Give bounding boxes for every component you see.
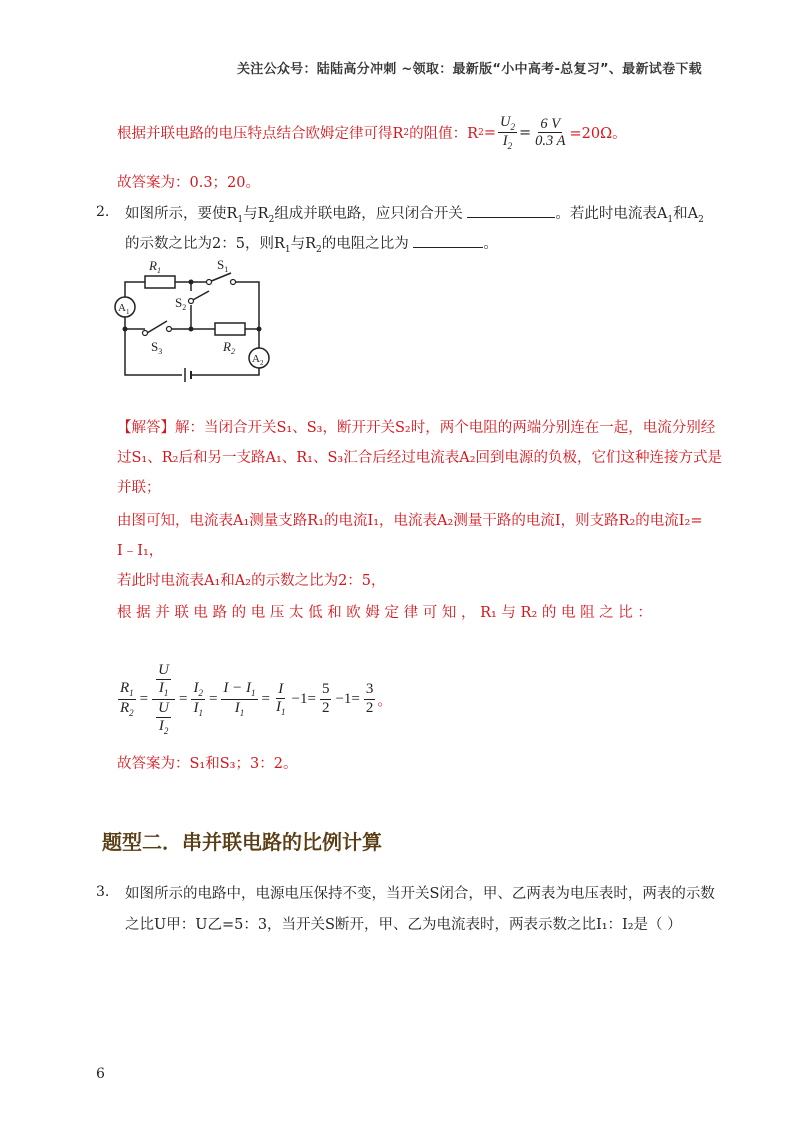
frac-5-2: $\frac{5}{2}$ — [321, 681, 330, 716]
fraction-6v-03a — [533, 116, 567, 150]
subscript: 2 — [268, 214, 275, 225]
text-fragment: 如图所示，要使R — [125, 206, 238, 222]
frac-denominator: 0.3 A — [535, 133, 566, 150]
subscript: 1 — [237, 214, 244, 225]
text-fragment: 的阻值：R — [409, 126, 479, 143]
subscript: 2 — [316, 244, 322, 255]
frac-r1-r2: $\frac{R_1}{R_2}$ — [120, 680, 134, 718]
text-fragment: 组成并联电路，应只闭合开关 — [274, 206, 463, 222]
switch-s1-blade — [209, 273, 231, 282]
page-number: 6 — [96, 1066, 105, 1082]
label-a2: $A_2$ — [252, 353, 264, 367]
subscript: 2 — [510, 121, 515, 132]
solution-line-5: I﹣I₁， — [117, 543, 164, 559]
text-fragment: 。若此时电流表A — [555, 206, 668, 222]
q3-line1: 如图所示的电路中，电源电压保持不变，当开关S闭合，甲、乙两表为电压表时，两表的示数 — [125, 886, 715, 902]
prev-solution-line: 根据并联电路的电压特点结合欧姆定律可得R 2 的阻值：R 2 = $\frac{U_2}{I_2}$ = $\frac{6 V}{0.3 A}$ =20Ω。 — [117, 114, 627, 152]
q2-answer: 故答案为：S₁和S₃；3：2。 — [117, 756, 298, 772]
label-r1: $R_1$ — [149, 258, 161, 275]
period: 。 — [377, 692, 393, 709]
ratio-equation: $\frac{R_1}{R_2}$ = $\frac{\frac{U}{I_1}}{\frac{U}{I_2}}$ = $\frac{I_2}{I_1}$ = $\frac{I - I_1}{I_1}$ = $\frac{I}{I_1}$ −1= $\frac{5}{2}$ −1= $\frac{3}{2}$ 。 — [120, 662, 393, 736]
text-fragment: 与R — [290, 236, 317, 252]
resistor-r1 — [145, 276, 175, 288]
question-number: 2. — [96, 204, 110, 220]
label-s2: $S_2$ — [175, 295, 187, 312]
subscript: 2 — [507, 141, 513, 152]
label-s3: $S_3$ — [151, 339, 163, 356]
text-fragment: 的电阻之比为 — [321, 236, 409, 252]
q2-line2 — [125, 232, 498, 255]
text-fragment: 与R — [243, 206, 269, 222]
frac-numerator: 6 V — [540, 115, 561, 132]
label-a1: $A_1$ — [118, 302, 130, 316]
frac-i-minus-i1: $\frac{I - I_1}{I_1}$ — [223, 680, 256, 718]
q3-line2: 之比U甲：U乙=5：3，当开关S断开，甲、乙为电流表时，两表示数之比I₁：I₂是（ ） — [125, 917, 682, 933]
q2-line1 — [125, 202, 704, 225]
subscript: 2 — [403, 127, 410, 138]
frac-denominator: I — [502, 133, 508, 150]
label-r2: $R_2$ — [223, 339, 235, 356]
frac-numerator: U — [499, 114, 511, 130]
result-text: =20Ω。 — [569, 126, 627, 143]
text-fragment: 和A — [673, 206, 699, 222]
text-fragment: 的示数之比为2：5，则R — [125, 236, 285, 252]
solution-line-7: 根 据 并 联 电 路 的 电 压 太 低 和 欧 姆 定 律 可 知 ， R₁ 与 R₂ 的 电 阻 之 比 ： — [117, 605, 652, 621]
text-fragment: 根据并联电路的电压特点结合欧姆定律可得R — [117, 126, 404, 143]
label-s1: $S_1$ — [217, 257, 229, 274]
resistor-r2 — [215, 323, 245, 335]
frac-i-i1: $\frac{I}{I_1}$ — [276, 680, 286, 718]
frac-i2-i1: $\frac{I_2}{I_1}$ — [193, 680, 203, 718]
solution-line-4: 由图可知，电流表A₁测量支路R₁的电流I₁，电流表A₂测量干路的电流I，则支路R₂的电流I₂= — [117, 513, 703, 529]
text-fragment: 。 — [483, 236, 498, 252]
section-title: 题型二．串并联电路的比例计算 — [102, 830, 382, 854]
answer-blank-1[interactable] — [467, 217, 555, 218]
answer-blank-2[interactable] — [413, 247, 483, 248]
solution-line-6: 若此时电流表A₁和A₂的示数之比为2：5， — [117, 573, 386, 589]
subscript: 2 — [698, 214, 704, 225]
subscript: 1 — [284, 244, 291, 255]
subscript: 2 — [478, 127, 484, 138]
fraction-u2-i2 — [498, 114, 517, 151]
subscript: 1 — [667, 214, 674, 225]
circuit-diagram — [105, 255, 275, 390]
solution-line-3: 并联； — [117, 480, 161, 496]
frac-compound: $\frac{\frac{U}{I_1}}{\frac{U}{I_2}}$ — [152, 662, 175, 736]
frac-3-2: $\frac{3}{2}$ — [365, 681, 374, 716]
question-number: 3. — [96, 884, 110, 900]
prev-answer: 故答案为：0.3；20。 — [117, 175, 261, 191]
page-header: 关注公众号：陆陆高分冲刺 ~领取：最新版“小中高考-总复习”、最新试卷下载 — [236, 62, 702, 77]
equals-sign: = — [483, 124, 496, 141]
switch-s3-blade — [147, 321, 167, 333]
solution-line-1: 【解答】解：当闭合开关S₁、S₃，断开开关S₂时，两个电阻的两端分别连在一起，电流分别经 — [117, 420, 716, 436]
solution-line-2: 过S₁、R₂后和另一支路A₁、R₁、S₃汇合后经过电流表A₂回到电源的负极，它们这种连接方式是 — [117, 450, 723, 466]
